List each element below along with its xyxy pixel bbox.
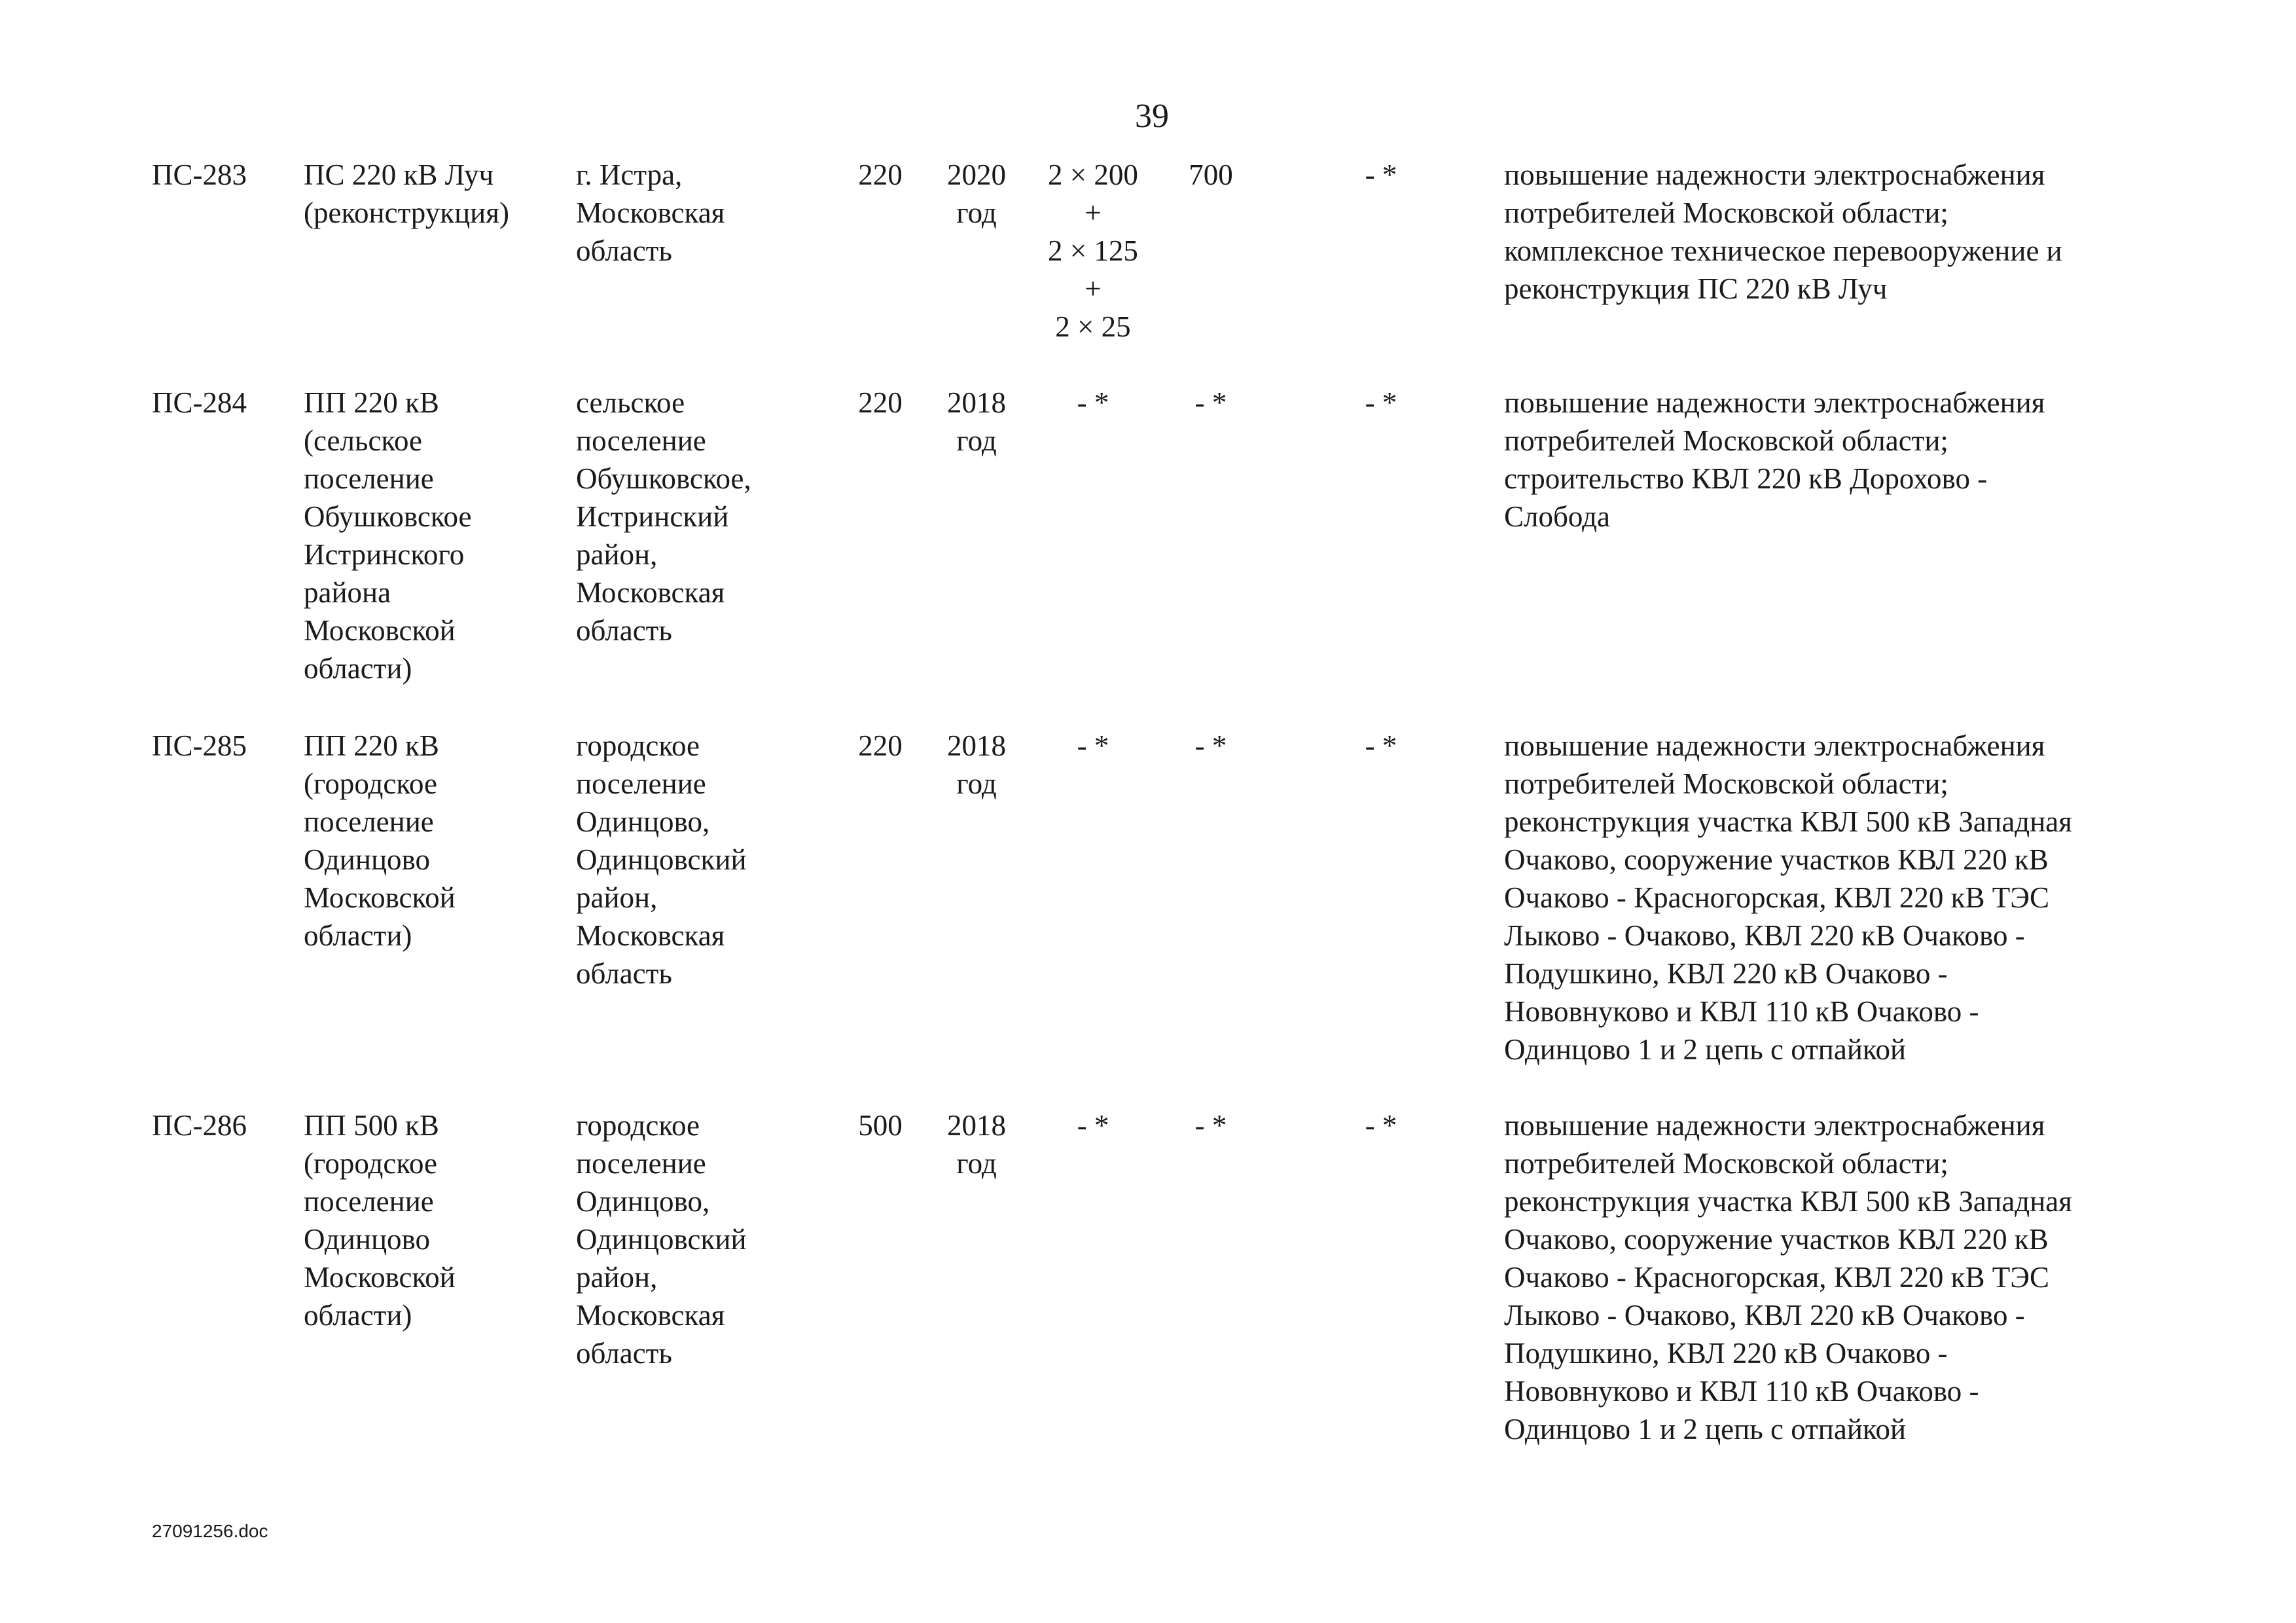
row-location: г. Истра, Московская область [576,158,725,267]
row-reactive-capacity: - * [1194,1109,1227,1142]
row-voltage: 220 [858,158,903,191]
document-filename: 27091256.doc [152,1521,268,1541]
row-reactive-capacity: 700 [1189,158,1233,191]
row-year: 2018 год [947,1109,1006,1180]
row-purpose: повышение надежности электроснабжения потребителей Московской области; строительство КВЛ 220 кВ Дорохово - Слобода [1504,386,2045,533]
row-object-name: ПП 220 кВ (сельское поселение Обушковское Истринского района Московской области) [304,386,472,685]
row-voltage: 500 [858,1109,903,1142]
row-location: сельское поселение Обушковское, Истринский район, Московская область [576,386,751,647]
row-year: 2018 год [947,386,1006,457]
row-object-name: ПП 500 кВ (городское поселение Одинцово Московской области) [304,1109,456,1332]
row-line-length: - * [1365,729,1397,762]
row-location: городское поселение Одинцово, Одинцовский район, Московская область [576,1109,747,1370]
row-transformer-capacity: - * [1077,729,1109,762]
row-purpose: повышение надежности электроснабжения потребителей Московской области; реконструкция участка КВЛ 500 кВ Западная Очаково, сооружение участков КВЛ 220 кВ Очаково - Красногорская, КВЛ 220 кВ ТЭС Лыково - Очаково, КВЛ 220 кВ Очаково - Подушкино, КВЛ 220 кВ Очаково - Нововнуково и КВЛ 110 кВ Очаково - Одинцово 1 и 2 цепь с отпайкой [1504,729,2072,1066]
row-code: ПС-284 [152,386,247,419]
row-code: ПС-285 [152,729,247,762]
row-transformer-capacity: - * [1077,1109,1109,1142]
row-line-length: - * [1365,158,1397,191]
row-code: ПС-286 [152,1109,247,1142]
row-purpose: повышение надежности электроснабжения потребителей Московской области; комплексное техническое перевооружение и реконструкция ПС 220 кВ Луч [1504,158,2062,305]
row-reactive-capacity: - * [1194,729,1227,762]
row-purpose: повышение надежности электроснабжения потребителей Московской области; реконструкция участка КВЛ 500 кВ Западная Очаково, сооружение участков КВЛ 220 кВ Очаково - Красногорская, КВЛ 220 кВ ТЭС Лыково - Очаково, КВЛ 220 кВ Очаково - Подушкино, КВЛ 220 кВ Очаково - Нововнуково и КВЛ 110 кВ Очаково - Одинцово 1 и 2 цепь с отпайкой [1504,1109,2072,1446]
row-line-length: - * [1365,386,1397,419]
row-transformer-capacity: - * [1077,386,1109,419]
row-code: ПС-283 [152,158,247,191]
row-object-name: ПП 220 кВ (городское поселение Одинцово Московской области) [304,729,456,952]
page-number: 39 [1135,98,1169,135]
row-object-name: ПС 220 кВ Луч (реконструкция) [304,158,509,229]
row-voltage: 220 [858,729,903,762]
row-location: городское поселение Одинцово, Одинцовский район, Московская область [576,729,747,990]
row-year: 2018 год [947,729,1006,800]
row-transformer-capacity: 2 × 200 + 2 × 125 + 2 × 25 [1048,158,1138,343]
row-voltage: 220 [858,386,903,419]
row-reactive-capacity: - * [1194,386,1227,419]
row-line-length: - * [1365,1109,1397,1142]
row-year: 2020 год [947,158,1006,229]
